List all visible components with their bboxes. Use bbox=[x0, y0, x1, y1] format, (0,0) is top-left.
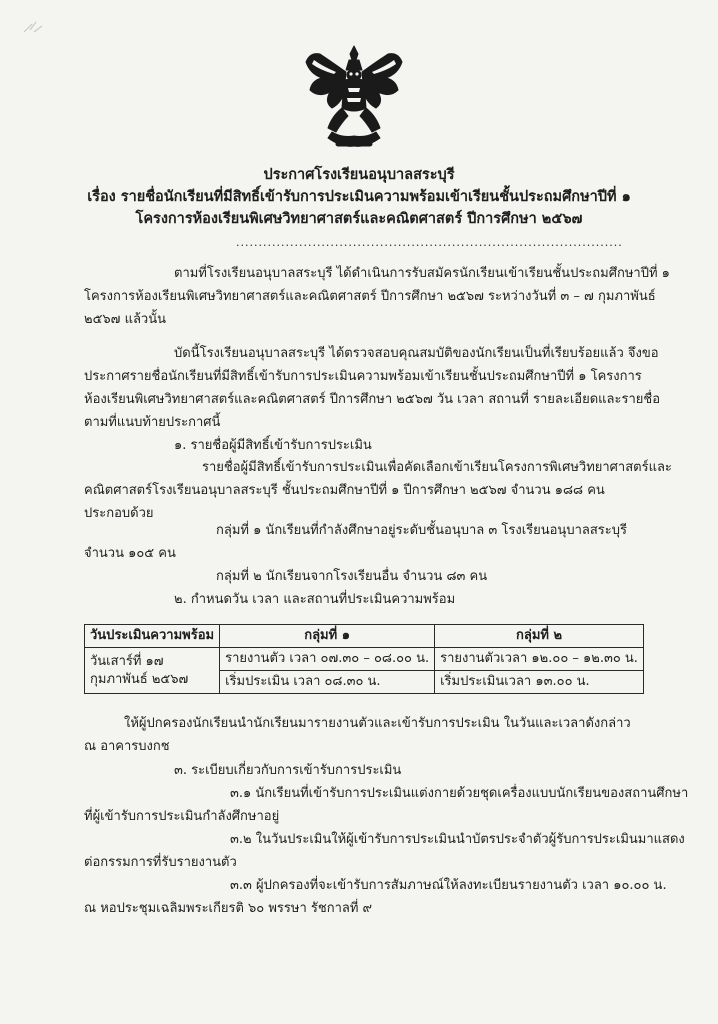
title-divider: ...................................................................................... bbox=[236, 236, 623, 249]
announcement-subject: เรื่อง รายชื่อนักเรียนที่มีสิทธิ์เข้ารับการประเมินความพร้อมเข้าเรียนชั้นประถมศึกษาปีที่ ๑ bbox=[87, 188, 631, 205]
paragraph-line: ให้ผู้ปกครองนักเรียนนำนักเรียนมารายงานตัวและเข้ารับการประเมิน ในวันและเวลาดังกล่าว bbox=[124, 716, 631, 731]
paragraph-line: ห้องเรียนพิเศษวิทยาศาสตร์และคณิตศาสตร์ ปีการศึกษา ๒๕๖๗ วัน เวลา สถานที่ รายละเอียดและรายชื่อ bbox=[84, 392, 661, 407]
header-group-2: กลุ่มที่ ๒ bbox=[435, 625, 644, 648]
header-date: วันประเมินความพร้อม bbox=[85, 625, 220, 648]
paragraph-line: โครงการห้องเรียนพิเศษวิทยาศาสตร์และคณิตศาสตร์ ปีการศึกษา ๒๕๖๗ ระหว่างวันที่ ๓ – ๗ กุมภาพันธ์ bbox=[84, 289, 656, 304]
group-2-start-cell: เริ่มประเมินเวลา ๑๓.๐๐ น. bbox=[435, 671, 644, 694]
announcement-project: โครงการห้องเรียนพิเศษวิทยาศาสตร์และคณิตศาสตร์ ปีการศึกษา ๒๕๖๗ bbox=[135, 210, 583, 227]
paragraph-line: ๓.๒ ในวันประเมินให้ผู้เข้ารับการประเมินนำบัตรประจำตัวผู้รับการประเมินมาแสดง bbox=[230, 832, 685, 847]
paragraph-line: ตามที่แนบท้ายประกาศนี้ bbox=[84, 415, 221, 430]
group-2-line: กลุ่มที่ ๒ นักเรียนจากโรงเรียนอื่น จำนวน ๘๓ คน bbox=[216, 569, 488, 584]
header-group-1: กลุ่มที่ ๑ bbox=[220, 625, 435, 648]
paragraph-line: ที่ผู้เข้ารับการประเมินกำลังศึกษาอยู่ bbox=[84, 809, 280, 824]
section-3-heading: ๓. ระเบียบเกี่ยวกับการเข้ารับการประเมิน bbox=[174, 763, 402, 778]
schedule-table bbox=[84, 624, 644, 694]
paragraph-line: ณ อาคารบงกช bbox=[84, 739, 170, 754]
table-header-row bbox=[85, 625, 644, 648]
group-1-line: กลุ่มที่ ๑ นักเรียนที่กำลังศึกษาอยู่ระดับชั้นอนุบาล ๓ โรงเรียนอนุบาลสระบุรี bbox=[216, 523, 627, 538]
paragraph-line: ๒๕๖๗ แล้วนั้น bbox=[84, 312, 166, 327]
group-2-report-cell: รายงานตัวเวลา ๑๒.๐๐ – ๑๒.๓๐ น. bbox=[435, 648, 644, 671]
paragraph-line: ตามที่โรงเรียนอนุบาลสระบุรี ได้ดำเนินการรับสมัครนักเรียนเข้าเรียนชั้นประถมศึกษาปีที่ ๑ bbox=[174, 266, 670, 281]
announcement-title: ประกาศโรงเรียนอนุบาลสระบุรี bbox=[263, 166, 455, 183]
group-1-start-cell: เริ่มประเมิน เวลา ๐๘.๓๐ น. bbox=[220, 671, 435, 694]
garuda-emblem-icon bbox=[302, 44, 406, 152]
paragraph-line: ณ หอประชุมเฉลิมพระเกียรติ ๖๐ พรรษา รัชกาลที่ ๙ bbox=[84, 901, 373, 916]
group-1-report-cell: รายงานตัว เวลา ๐๗.๓๐ – ๐๘.๐๐ น. bbox=[220, 648, 435, 671]
paragraph-line: ๓.๓ ผู้ปกครองที่จะเข้ารับการสัมภาษณ์ให้ลงทะเบียนรายงานตัว เวลา ๑๐.๐๐ น. bbox=[230, 878, 667, 893]
section-1-heading: ๑. รายชื่อผู้มีสิทธิ์เข้ารับการประเมิน bbox=[174, 438, 372, 453]
paragraph-line: ๓.๑ นักเรียนที่เข้ารับการประเมินแต่งกายด้วยชุดเครื่องแบบนักเรียนของสถานศึกษา bbox=[230, 786, 689, 801]
paragraph-line: คณิตศาสตร์โรงเรียนอนุบาลสระบุรี ชั้นประถมศึกษาปีที่ ๑ ปีการศึกษา ๒๕๖๗ จำนวน ๑๘๘ คน bbox=[84, 483, 605, 498]
section-2-heading: ๒. กำหนดวัน เวลา และสถานที่ประเมินความพร้อม bbox=[174, 592, 456, 607]
paragraph-line: ต่อกรรมการที่รับรายงานตัว bbox=[84, 855, 237, 870]
date-line-1: วันเสาร์ที่ ๑๗ bbox=[90, 653, 164, 669]
paragraph-line: รายชื่อผู้มีสิทธิ์เข้ารับการประเมินเพื่อคัดเลือกเข้าเรียนโครงการพิเศษวิทยาศาสตร์และ bbox=[202, 460, 672, 475]
date-line-2: กุมภาพันธ์ ๒๕๖๗ bbox=[90, 671, 189, 687]
date-cell bbox=[85, 648, 220, 694]
paper-speck-mark bbox=[20, 18, 50, 38]
paragraph-line: ประกอบด้วย bbox=[84, 506, 154, 521]
paragraph-line: บัดนี้โรงเรียนอนุบาลสระบุรี ได้ตรวจสอบคุณสมบัติของนักเรียนเป็นที่เรียบร้อยแล้ว จึงขอ bbox=[174, 346, 659, 361]
table-row bbox=[85, 648, 644, 671]
group-1-count: จำนวน ๑๐๕ คน bbox=[84, 546, 176, 561]
paragraph-line: ประกาศรายชื่อนักเรียนที่มีสิทธิ์เข้ารับการประเมินความพร้อมเข้าเรียนชั้นประถมศึกษาปีที่ ๑ โครงการ bbox=[84, 369, 642, 384]
